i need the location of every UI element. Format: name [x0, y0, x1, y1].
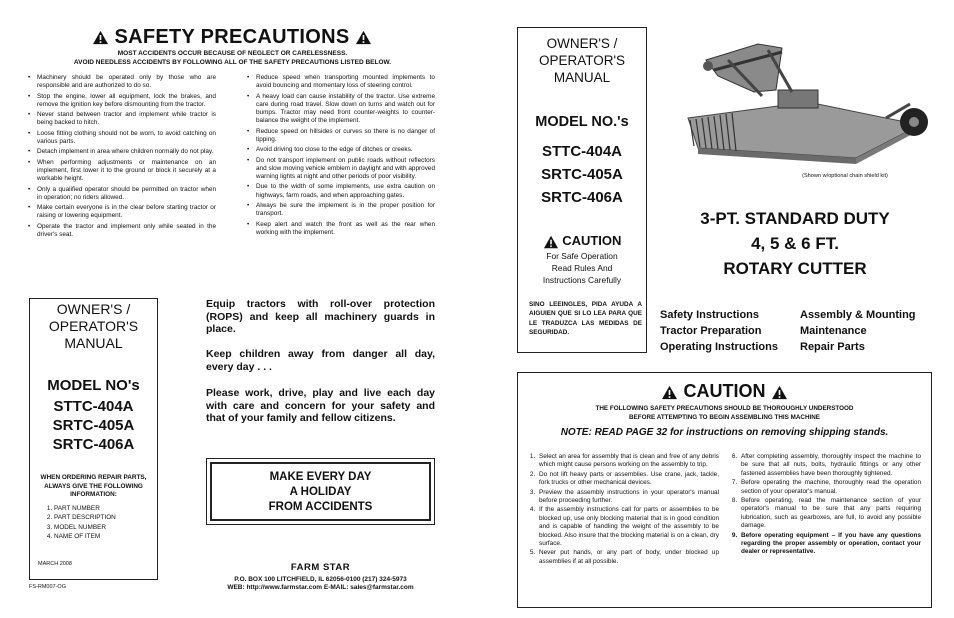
list-item: 9. Before operating equipment – If you have any questions regarding the proper assembly or operation, contact your dealer or representative. [739, 532, 921, 557]
list-item: • Detach implement in area where children normally do not play. [28, 148, 216, 156]
list-item: • Avoid driving too close to the edge of ditches or creeks. [247, 146, 435, 154]
owners-title [518, 35, 646, 86]
list-item: 1. PART NUMBER [54, 504, 157, 514]
ordering-info-title: WHEN ORDERING REPAIR PARTS, ALWAYS GIVE THE FOLLOWING INFORMATION: [40, 474, 147, 498]
caution-sub-line-1: THE FOLLOWING SAFETY PRECAUTIONS SHOULD BE THOROUGHLY UNDERSTOOD [595, 405, 854, 412]
list-item: 2. PART DESCRIPTION [54, 513, 157, 523]
contents-item: Operating Instructions [660, 341, 778, 353]
contents-item: Tractor Preparation [660, 325, 762, 337]
model-heading: MODEL NO.'s [535, 114, 629, 130]
owners-title [30, 301, 157, 352]
rotary-cutter-image [658, 30, 932, 172]
list-item: • Reduce speed when transporting mounted implements to avoid bouncing and momentary loss of steering control. [247, 74, 435, 90]
product-title-line-3: ROTARY CUTTER [723, 259, 867, 278]
contents-item: Assembly & Mounting [800, 309, 916, 321]
owners-line-3: MANUAL [64, 335, 123, 351]
list-item: • Stop the engine, lower all equipment, lock the brakes, and remove the ignition key before dismounting from the tractor. [28, 93, 216, 109]
contents-right [800, 307, 916, 355]
safety-sub-line-1: MOST ACCIDENTS OCCUR BECAUSE OF NEGLECT OR CARELESSNESS. [117, 50, 348, 57]
owners-line-1: OWNER'S / [56, 301, 131, 317]
rops-paragraph: Equip tractors with roll-over protection (ROPS) and keep all machinery guards in place. [206, 298, 435, 335]
caution-list-right [729, 453, 921, 558]
list-item: • Only a qualified operator should be permitted on tractor when in operation; no riders allowed. [28, 186, 216, 202]
safety-precautions-title [90, 26, 374, 49]
warning-icon [92, 30, 109, 45]
holiday-line-2: A HOLIDAY [289, 486, 352, 498]
holiday-inner [210, 462, 431, 521]
safety-subtitle [20, 50, 445, 67]
document-code: FS-RM007-OG [29, 584, 66, 590]
owners-manual-box-right [517, 27, 647, 353]
caution-line-1: For Safe Operation [546, 250, 618, 261]
caution-line-2: Read Rules And [551, 262, 613, 273]
list-item: • Due to the width of some implements, use extra caution on highways, farm roads, and when approaching gates. [247, 183, 435, 199]
list-item: • Always be sure the implement is in the proper position for transport. [247, 202, 435, 218]
shipping-stands-note: NOTE: READ PAGE 32 for instructions on removing shipping stands. [560, 427, 889, 438]
safety-title-text: SAFETY PRECAUTIONS [114, 26, 350, 48]
owners-line-3: MANUAL [553, 70, 611, 85]
list-item: • Operate the tractor and implement only while seated in the driver's seat. [28, 223, 216, 239]
model-heading: MODEL NO's [47, 377, 140, 394]
model-list [30, 397, 157, 454]
list-item: 4. NAME OF ITEM [54, 532, 157, 542]
warning-icon [661, 385, 678, 400]
owners-manual-box-left [29, 298, 158, 580]
model-number: SRTC-406A [52, 436, 135, 453]
safety-sub-line-2: AVOID NEEDLESS ACCIDENTS BY FOLLOWING ALL OF THE SAFETY PRECAUTIONS LISTED BELOW. [73, 58, 392, 66]
owners-line-1: OWNER'S / [546, 36, 618, 51]
owners-line-2: OPERATOR'S [48, 318, 139, 334]
list-item: • Loose fitting clothing should not be worn, to avoid catching on various parts. [28, 130, 216, 146]
list-item: • Do not transport implement on public roads without reflectors and slow moving vehicle emblem in daylight and with approved warning lights at night and other periods of poor visibility. [247, 157, 435, 182]
warning-icon [355, 30, 372, 45]
model-list [518, 140, 646, 209]
children-paragraph: Keep children away from danger all day, every day . . . [206, 348, 435, 373]
caution-label [518, 233, 646, 249]
model-number: SRTC-405A [52, 417, 135, 434]
contents-item: Repair Parts [800, 341, 865, 353]
safety-bullets-right [247, 74, 435, 239]
caution-box-title-text: CAUTION [683, 381, 766, 401]
care-paragraph: Please work, drive, play and live each day with care and concern for your safety and that of your family and fellow citizens. [206, 387, 435, 424]
list-item: 8. Before operating, read the maintenance section of your operator's manual to be sure that any parts requiring lubrication, such as gearboxes, are full, to avoid any possible damage. [739, 497, 921, 531]
warning-icon [543, 235, 559, 249]
caution-instructions [518, 250, 646, 286]
list-item: • When performing adjustments or maintenance on an implement, first lower it to the ground or block it securely at a workable height. [28, 159, 216, 184]
list-item: 3. MODEL NUMBER [54, 523, 157, 533]
product-title-line-1: 3-PT. STANDARD DUTY [700, 209, 890, 228]
owners-line-2: OPERATOR'S [538, 53, 626, 68]
caution-line-3: Instructions Carefully [542, 274, 622, 285]
caution-box [517, 372, 932, 608]
list-item: • Keep alert and watch the front as well as the rear when working with the implement. [247, 221, 435, 237]
list-item: • Machinery should be operated only by those who are responsible and are authorized to do so. [28, 74, 216, 90]
holiday-line-3: FROM ACCIDENTS [268, 501, 373, 513]
list-item: • Make certain everyone is in the clear before starting tractor or raising or lowering equipment. [28, 204, 216, 220]
contents-left [660, 307, 778, 355]
list-item: 6. After completing assembly, thoroughly inspect the machine to be sure that all nuts, bolts, hydraulic fittings or any other fastened assemblies have been thoroughly tightened. [739, 453, 921, 478]
model-number: SRTC-406A [541, 189, 623, 206]
caution-sub-line-2: BEFORE ATTEMPTING TO BEGIN ASSEMBLING THIS MACHINE [628, 414, 820, 421]
caution-box-title [518, 381, 931, 402]
list-item: • Never stand between tractor and implement while tractor is being backed to hitch. [28, 111, 216, 127]
warning-icon [771, 385, 788, 400]
model-number: SRTC-405A [541, 166, 623, 183]
holiday-line-1: MAKE EVERY DAY [269, 471, 372, 483]
product-title-line-2: 4, 5 & 6 FT. [751, 234, 839, 253]
list-item: 5. Never put hands, or any part of body, under blocked up assemblies if at all possible. [537, 549, 719, 566]
safety-bullets-left [28, 74, 216, 241]
list-item: • Reduce speed on hillsides or curves so there is no danger of tipping. [247, 128, 435, 144]
image-caption: (Shown w/optional chain shield kit) [802, 173, 888, 179]
holiday-box [206, 458, 435, 525]
list-item: 2. Do not lift heavy parts or assemblies. Use crane, jack, tackle, fork trucks or other mechanical devices. [537, 471, 719, 488]
list-item: 1. Select an area for assembly that is clean and free of any debris which might cause persons working on the assembly to trip. [537, 453, 719, 470]
caution-text: CAUTION [562, 233, 622, 248]
model-number: STTC-404A [541, 143, 623, 160]
ordering-info-list [54, 504, 157, 542]
list-item: 7. Before operating the machine, thoroughly read the operation section of your operator's manual. [739, 479, 921, 496]
company-name: FARM STAR [290, 562, 351, 573]
manual-date: MARCH 2008 [38, 561, 72, 567]
caution-box-subtitle [518, 404, 931, 422]
list-item: 4. If the assembly instructions call for parts or assemblies to be blocked up, use only blocking material that is in good condition and is capable of handling the weight of the assembly to be blocked. Also insure that the blocking material is on a clean, dry surface. [537, 506, 719, 548]
model-number: STTC-404A [53, 398, 134, 415]
company-web: WEB: http://www.farmstar.com E-MAIL: sales@farmstar.com [227, 584, 414, 591]
company-address: P.O. BOX 100 LITCHFIELD, IL 62056-0100 (217) 324-5973 [234, 576, 407, 583]
contents-item: Safety Instructions [660, 309, 760, 321]
list-item: 3. Preview the assembly instructions in your operator's manual before proceeding further. [537, 489, 719, 506]
product-title [660, 206, 930, 281]
caution-list-left [527, 453, 719, 567]
contents-item: Maintenance [800, 325, 867, 337]
list-item: • A heavy load can cause instability of the tractor. Use extreme care during road travel. Slow down on turns and watch out for bumps. Tractor may need front counter-weights to counter-balance the weight of the implement. [247, 93, 435, 126]
spanish-notice: SINO LEEINGLES, PIDA AYUDA A AIGUIEN QUE SI LO LEA PARA QUE LE TRADUZCA LAS MEDIDAS DE SEGURIDAD. [529, 300, 642, 337]
